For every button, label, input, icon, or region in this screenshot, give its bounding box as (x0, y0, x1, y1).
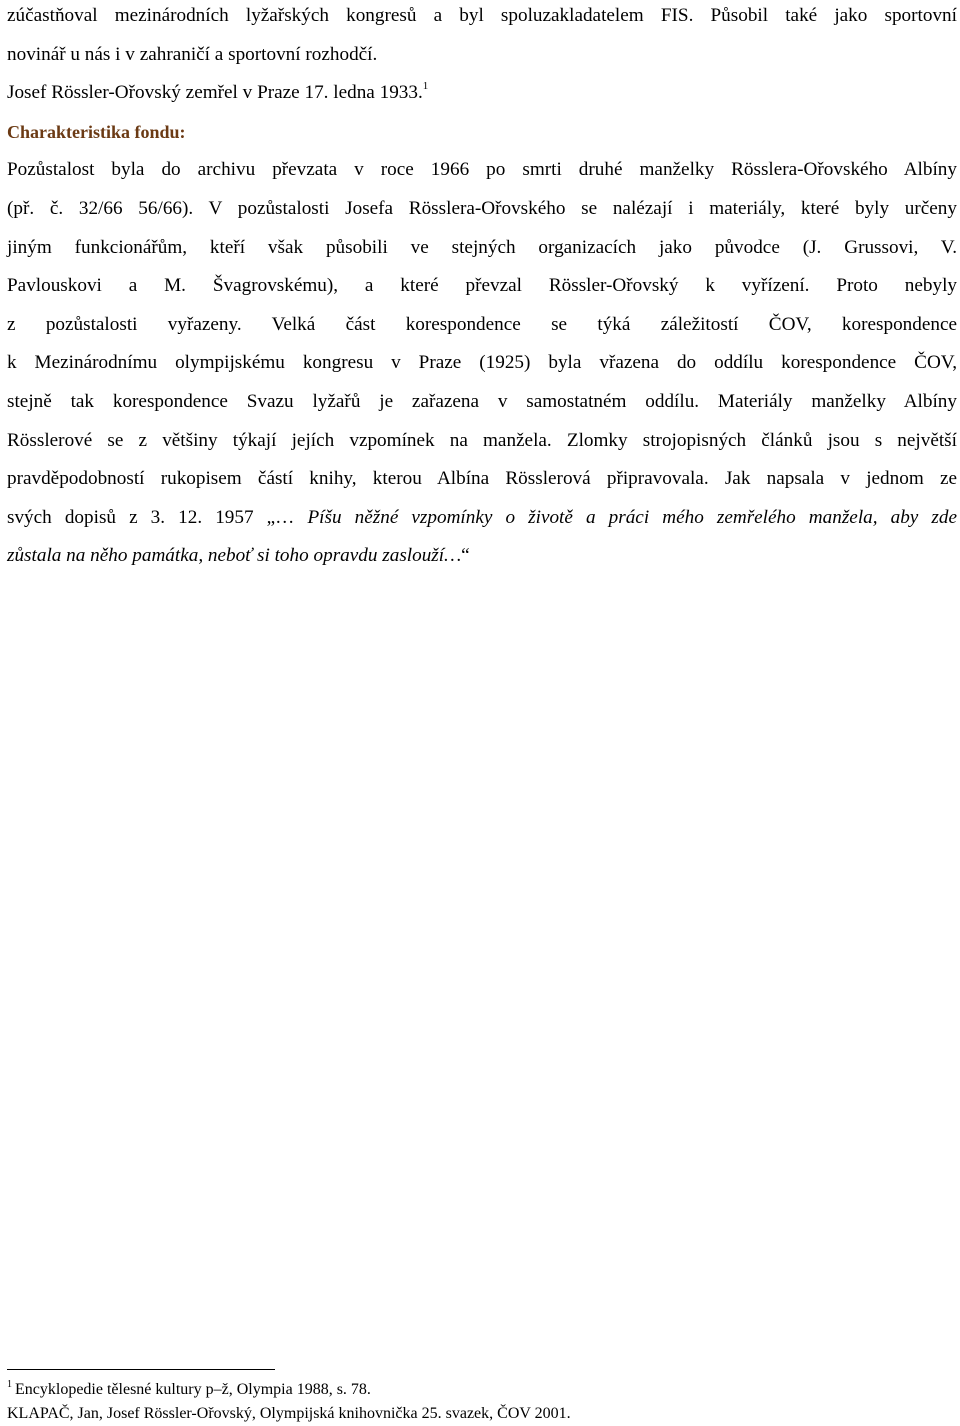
text-line-2: novinář u nás i v zahraničí a sportovní rozhodčí. (7, 43, 378, 65)
footnote-separator (7, 1369, 275, 1370)
quote-text-part-2: zůstala na něho památka, neboť si toho opravdu zaslouží… (7, 545, 462, 567)
text-line-7: jiným funkcionářům, kteří však působili ve stejných organizacích jako původce (J. Grussovi, V. (7, 236, 957, 258)
footnote-marker-1: 1 (7, 1379, 12, 1390)
text-line-1: zúčastňoval mezinárodních lyžařských kongresů a byl spoluzakladatelem FIS. Působil také jako sportovní (7, 5, 957, 26)
section-heading: Charakteristika fondu: (7, 121, 186, 142)
text-line-3 (7, 74, 957, 113)
death-sentence: Josef Rössler-Ořovský zemřel v Praze 17. ledna 1933. (7, 82, 423, 104)
footnote-ref-1: 1 (422, 80, 429, 93)
document-page (7, 0, 957, 1425)
quote-text-part-1: Píšu něžné vzpomínky o životě a práci mého zemřelého manžela, aby zde (307, 506, 957, 528)
text-line-8: Pavlouskovi a M. Švagrovskému), a které převzal Rössler-Ořovský k vyřízení. Proto nebyly (7, 275, 957, 297)
quote-close: “ (461, 545, 470, 567)
text-line-14 (7, 499, 957, 538)
text-line-13: pravděpodobností rukopisem částí knihy, kterou Albína Rösslerová připravovala. Jak napsala v jednom ze (7, 468, 957, 490)
text-line-11: stejně tak korespondence Svazu lyžařů je zařazena v samostatném oddílu. Materiály manželky Albíny (7, 390, 957, 412)
footnote-1-text: Encyklopedie tělesné kultury p–ž, Olympia 1988, s. 78. (15, 1381, 371, 1398)
text-line-9: z pozůstalosti vyřazeny. Velká část korespondence se týká záležitostí ČOV, korespondence (7, 313, 957, 335)
text-line-12: Rösslerové se z většiny týkají jejích vzpomínek na manžela. Zlomky strojopisných článků jsou s největší (7, 429, 957, 451)
quote-intro: svých dopisů z 3. 12. 1957 „… (7, 506, 295, 528)
footnotes (7, 1378, 957, 1426)
footnote-1 (7, 1378, 957, 1402)
text-line-15 (7, 537, 957, 576)
body-text (7, 0, 957, 576)
text-line-6: (př. č. 32/66 56/66). V pozůstalosti Josefa Rösslera-Ořovského se nalézají i materiály, které byly určeny (7, 197, 957, 219)
text-line-5: Pozůstalost byla do archivu převzata v roce 1966 po smrti druhé manželky Rösslera-Ořovského Albíny (7, 159, 957, 181)
footnote-2: KLAPAČ, Jan, Josef Rössler-Ořovský, Olympijská knihovnička 25. svazek, ČOV 2001. (7, 1405, 571, 1422)
text-line-10: k Mezinárodnímu olympijskému kongresu v Praze (1925) byla vřazena do oddílu korespondence ČOV, (7, 352, 957, 374)
